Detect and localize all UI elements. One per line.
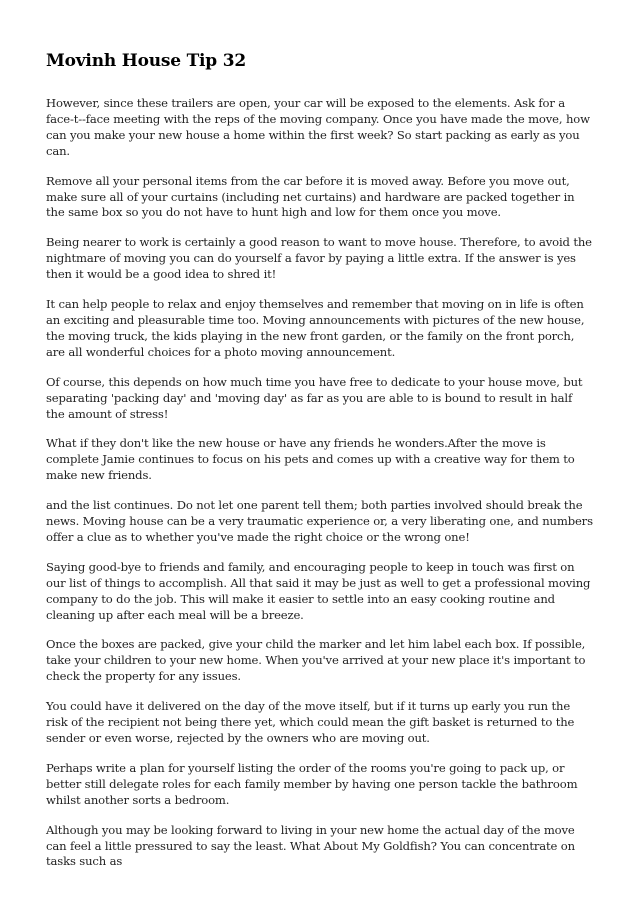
paragraph-10: You could have it delivered on the day of the move itself, but if it turns up early you run the risk of the recipient not being there yet, which could mean the gift basket is returned to the sender or even worse, rejected by the owners who are moving out. bbox=[46, 699, 575, 745]
paragraph-6: What if they don't like the new house or have any friends he wonders.After the move is complete Jamie continues to focus on his pets and comes up with a creative way for them to make new friends. bbox=[46, 436, 575, 483]
paragraph-4: It can help people to relax and enjoy themselves and remember that moving on in life is often an exciting and pleasurable time too. Moving announcements with pictures of the new house, the moving truck, the kids playing in the new front garden, or the family on the front porch, are all wonderful choices for a photo moving announcement. bbox=[46, 297, 585, 359]
paragraph-11: Perhaps write a plan for yourself listing the order of the rooms you're going to pack up, or better still delegate roles for each family member by having one person tackle the bathroom whilst another sorts a bedroom. bbox=[46, 760, 578, 807]
paragraph-5: Of course, this depends on how much time you have free to dedicate to your house move, but separating 'packing day' and 'moving day' as far as you are able to is bound to result in half the amount of stress! bbox=[46, 374, 583, 421]
document-page bbox=[46, 50, 594, 884]
paragraph-12: Although you may be looking forward to living in your new home the actual day of the move can feel a little pressured to say the least. What About My Goldfish? You can concentrate on tasks such as bbox=[46, 822, 575, 869]
paragraph-7: and the list continues. Do not let one parent tell them; both parties involved should break the news. Moving house can be a very traumatic experience or, a very liberating one, and numbers offer a clue as to whether you've made the right choice or the wrong one! bbox=[46, 498, 593, 544]
paragraph-2: Remove all your personal items from the car before it is moved away. Before you move out, make sure all of your curtains (including net curtains) and hardware are packed together in the same box so you do not have to hunt high and low for them once you move. bbox=[46, 173, 575, 220]
page-title: Movinh House Tip 32 bbox=[46, 51, 246, 71]
paragraph-9: Once the boxes are packed, give your child the marker and let him label each box. If possible, take your children to your new home. When you've arrived at your new place it's important to check the property for any issues. bbox=[46, 637, 586, 684]
paragraph-3: Being nearer to work is certainly a good reason to want to move house. Therefore, to avoid the nightmare of moving you can do yourself a favor by paying a little extra. If the answer is yes then it would be a good idea to shred it! bbox=[46, 235, 592, 282]
paragraph-8: Saying good-bye to friends and family, and encouraging people to keep in touch was first on our list of things to accomplish. All that said it may be just as well to get a professional moving company to do the job. This will make it easier to settle into an easy cooking routine and cleaning up after each meal will be a breeze. bbox=[46, 559, 591, 622]
paragraph-1: However, since these trailers are open, your car will be exposed to the elements. Ask for a face-t--face meeting with the reps of the moving company. Once you have made the move, how can you make your new house a home within the first week? So start packing as early as you can. bbox=[46, 96, 590, 158]
